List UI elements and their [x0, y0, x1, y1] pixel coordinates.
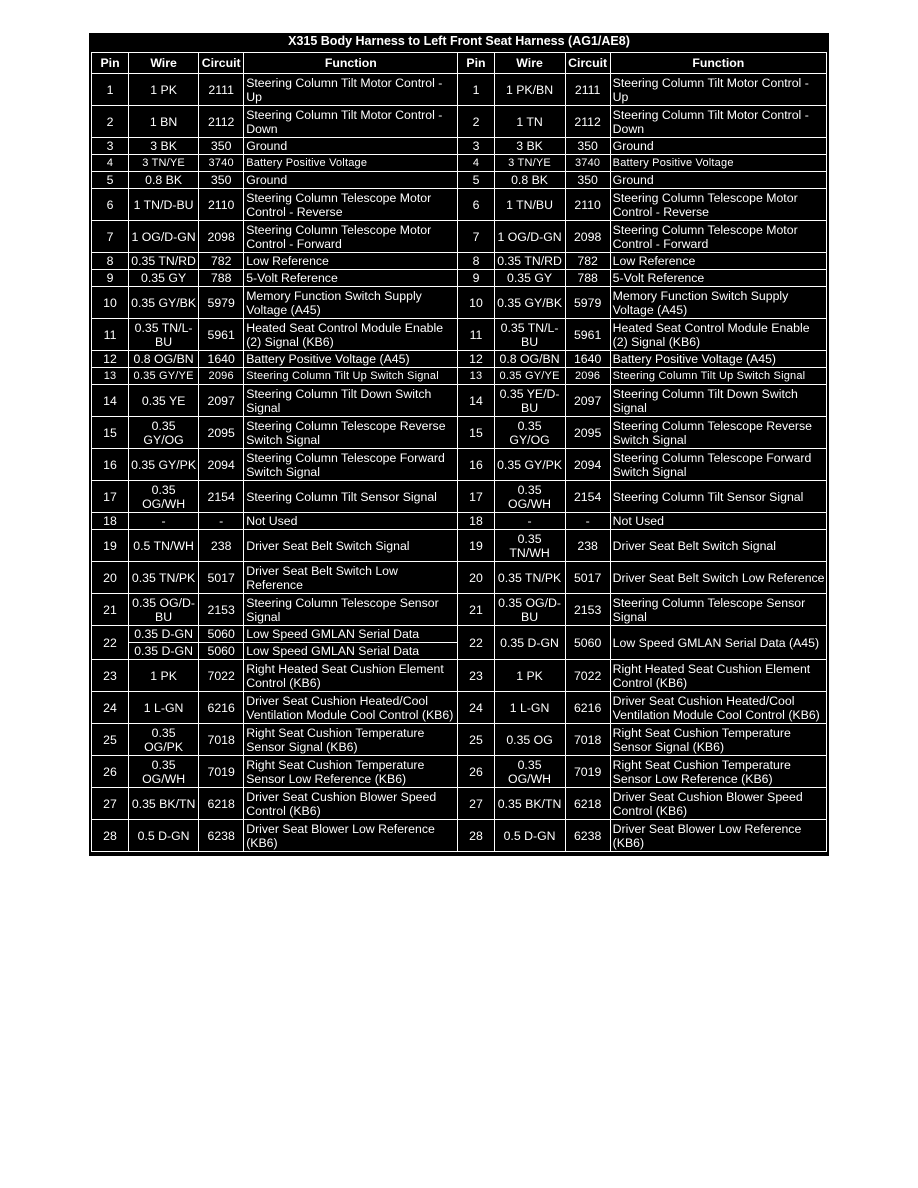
- pin-cell: 20: [92, 562, 129, 594]
- function-cell: Ground: [610, 172, 826, 189]
- circuit-cell: 3740: [565, 155, 610, 172]
- wire-cell: 0.8 OG/BN: [129, 351, 199, 368]
- table-row: [92, 155, 827, 172]
- table-row: [92, 287, 827, 319]
- wire-cell: 0.35 TN/PK: [129, 562, 199, 594]
- circuit-cell: 782: [565, 253, 610, 270]
- pin-cell: 25: [92, 724, 129, 756]
- circuit-cell: 5060: [565, 626, 610, 660]
- circuit-cell: 788: [199, 270, 244, 287]
- pin-cell: 22: [458, 626, 494, 660]
- pin-cell: 5: [92, 172, 129, 189]
- pin-cell: 11: [458, 319, 494, 351]
- wire-cell: 0.35 GY/PK: [494, 449, 565, 481]
- pin-cell: 17: [458, 481, 494, 513]
- function-cell: Driver Seat Cushion Heated/Cool Ventilation Module Cool Control (KB6): [610, 692, 826, 724]
- circuit-cell: 2095: [565, 417, 610, 449]
- pin-cell: 7: [458, 221, 494, 253]
- pin-cell: 25: [458, 724, 494, 756]
- pin-cell: 4: [92, 155, 129, 172]
- wire-cell: 1 TN/D-BU: [129, 189, 199, 221]
- pin-cell: 5: [458, 172, 494, 189]
- function-cell: Steering Column Telescope Forward Switch Signal: [610, 449, 826, 481]
- circuit-cell: 2097: [565, 385, 610, 417]
- wire-cell: 0.35 TN/RD: [129, 253, 199, 270]
- circuit-cell: 2110: [565, 189, 610, 221]
- wire-cell: 0.35 OG/D-BU: [494, 594, 565, 626]
- function-cell: Heated Seat Control Module Enable (2) Signal (KB6): [244, 319, 458, 351]
- pin-cell: 19: [458, 530, 494, 562]
- table-row: [92, 221, 827, 253]
- wire-cell: 0.35 OG: [494, 724, 565, 756]
- wire-cell: 0.5 TN/WH: [129, 530, 199, 562]
- function-cell: Not Used: [610, 513, 826, 530]
- wire-cell: 0.8 BK: [129, 172, 199, 189]
- function-cell: Ground: [244, 138, 458, 155]
- wire-cell: 0.35 OG/D-BU: [129, 594, 199, 626]
- circuit-cell: 238: [199, 530, 244, 562]
- table-row: [92, 368, 827, 385]
- header-row: [92, 53, 827, 74]
- header-wire: Wire: [129, 53, 199, 74]
- circuit-cell: 5979: [199, 287, 244, 319]
- circuit-cell: 350: [199, 172, 244, 189]
- wire-cell: 0.35 GY/PK: [129, 449, 199, 481]
- function-cell: Low Speed GMLAN Serial Data: [244, 643, 458, 660]
- table-row: [92, 562, 827, 594]
- circuit-cell: 6238: [199, 820, 244, 852]
- circuit-cell: -: [565, 513, 610, 530]
- wire-cell: 1 PK: [129, 660, 199, 692]
- function-cell: Driver Seat Blower Low Reference (KB6): [244, 820, 458, 852]
- table-row: [92, 756, 827, 788]
- circuit-cell: 2094: [565, 449, 610, 481]
- circuit-cell: 6218: [565, 788, 610, 820]
- wire-cell: 0.35 D-GN: [129, 626, 199, 643]
- function-cell: Low Speed GMLAN Serial Data (A45): [610, 626, 826, 660]
- table-row: [92, 270, 827, 287]
- wire-cell: 0.35 GY/BK: [129, 287, 199, 319]
- header-function: Function: [610, 53, 826, 74]
- function-cell: Steering Column Tilt Up Switch Signal: [610, 368, 826, 385]
- table-row: [92, 724, 827, 756]
- table-row: [92, 172, 827, 189]
- function-cell: Memory Function Switch Supply Voltage (A45): [610, 287, 826, 319]
- wire-cell: 3 BK: [494, 138, 565, 155]
- function-cell: Battery Positive Voltage: [244, 155, 458, 172]
- circuit-cell: 7022: [565, 660, 610, 692]
- header-wire: Wire: [494, 53, 565, 74]
- table-row: [92, 820, 827, 852]
- pin-cell: 18: [458, 513, 494, 530]
- pin-cell: 9: [92, 270, 129, 287]
- function-cell: Memory Function Switch Supply Voltage (A45): [244, 287, 458, 319]
- wire-cell: 0.35 BK/TN: [129, 788, 199, 820]
- pin-cell: 6: [92, 189, 129, 221]
- table-row: [92, 481, 827, 513]
- table-row: [92, 692, 827, 724]
- function-cell: Steering Column Telescope Motor Control - Reverse: [610, 189, 826, 221]
- circuit-cell: 2096: [199, 368, 244, 385]
- pin-cell: 3: [458, 138, 494, 155]
- function-cell: Steering Column Tilt Down Switch Signal: [244, 385, 458, 417]
- function-cell: Low Speed GMLAN Serial Data: [244, 626, 458, 643]
- table-row: [92, 513, 827, 530]
- function-cell: Not Used: [244, 513, 458, 530]
- wire-cell: 0.8 BK: [494, 172, 565, 189]
- circuit-cell: 7019: [199, 756, 244, 788]
- pin-cell: 24: [92, 692, 129, 724]
- function-cell: Driver Seat Cushion Blower Speed Control (KB6): [610, 788, 826, 820]
- table-row: [92, 594, 827, 626]
- pin-cell: 22: [92, 626, 129, 660]
- function-cell: Steering Column Telescope Motor Control - Forward: [610, 221, 826, 253]
- table-title: X315 Body Harness to Left Front Seat Harness (AG1/AE8): [288, 34, 630, 48]
- function-cell: Battery Positive Voltage (A45): [244, 351, 458, 368]
- function-cell: Steering Column Tilt Sensor Signal: [244, 481, 458, 513]
- circuit-cell: 2154: [565, 481, 610, 513]
- wire-cell: 0.5 D-GN: [494, 820, 565, 852]
- pin-cell: 15: [92, 417, 129, 449]
- function-cell: Driver Seat Blower Low Reference (KB6): [610, 820, 826, 852]
- circuit-cell: 2112: [199, 106, 244, 138]
- circuit-cell: 350: [565, 138, 610, 155]
- pin-cell: 13: [458, 368, 494, 385]
- pin-cell: 4: [458, 155, 494, 172]
- wire-cell: 0.35 OG/WH: [494, 481, 565, 513]
- wire-cell: 3 BK: [129, 138, 199, 155]
- circuit-cell: 5060: [199, 643, 244, 660]
- circuit-cell: 5961: [565, 319, 610, 351]
- function-cell: Low Reference: [244, 253, 458, 270]
- pin-cell: 10: [458, 287, 494, 319]
- function-cell: Right Seat Cushion Temperature Sensor Low Reference (KB6): [610, 756, 826, 788]
- function-cell: Right Seat Cushion Temperature Sensor Low Reference (KB6): [244, 756, 458, 788]
- pin-cell: 16: [92, 449, 129, 481]
- pin-cell: 11: [92, 319, 129, 351]
- pin-cell: 12: [458, 351, 494, 368]
- function-cell: Steering Column Tilt Up Switch Signal: [244, 368, 458, 385]
- function-cell: Ground: [610, 138, 826, 155]
- function-cell: Ground: [244, 172, 458, 189]
- wire-cell: 1 PK/BN: [494, 74, 565, 106]
- wire-cell: 1 OG/D-GN: [494, 221, 565, 253]
- circuit-cell: 5017: [199, 562, 244, 594]
- function-cell: Right Seat Cushion Temperature Sensor Signal (KB6): [244, 724, 458, 756]
- wire-cell: 0.35 YE: [129, 385, 199, 417]
- circuit-cell: 788: [565, 270, 610, 287]
- circuit-cell: 2095: [199, 417, 244, 449]
- circuit-cell: 2097: [199, 385, 244, 417]
- circuit-cell: 350: [565, 172, 610, 189]
- table-row: [92, 74, 827, 106]
- function-cell: Steering Column Telescope Sensor Signal: [610, 594, 826, 626]
- pin-cell: 10: [92, 287, 129, 319]
- circuit-cell: 2153: [199, 594, 244, 626]
- pin-cell: 23: [458, 660, 494, 692]
- wire-cell: 0.35 TN/RD: [494, 253, 565, 270]
- circuit-cell: 1640: [565, 351, 610, 368]
- wire-cell: 1 PK: [494, 660, 565, 692]
- pin-cell: 13: [92, 368, 129, 385]
- table-row: [92, 319, 827, 351]
- pin-cell: 28: [92, 820, 129, 852]
- pinout-table: [91, 52, 827, 852]
- pin-cell: 8: [458, 253, 494, 270]
- table-row: [92, 385, 827, 417]
- circuit-cell: 5017: [565, 562, 610, 594]
- table-row: [92, 660, 827, 692]
- wire-cell: 0.35 OG/WH: [129, 756, 199, 788]
- pin-cell: 20: [458, 562, 494, 594]
- function-cell: Right Heated Seat Cushion Element Control (KB6): [244, 660, 458, 692]
- wire-cell: -: [129, 513, 199, 530]
- wire-cell: 3 TN/YE: [494, 155, 565, 172]
- pin-cell: 1: [458, 74, 494, 106]
- function-cell: 5-Volt Reference: [610, 270, 826, 287]
- wire-cell: 3 TN/YE: [129, 155, 199, 172]
- circuit-cell: 2112: [565, 106, 610, 138]
- wire-cell: 1 TN: [494, 106, 565, 138]
- function-cell: Steering Column Telescope Motor Control - Reverse: [244, 189, 458, 221]
- circuit-cell: 6218: [199, 788, 244, 820]
- function-cell: Driver Seat Cushion Heated/Cool Ventilation Module Cool Control (KB6): [244, 692, 458, 724]
- function-cell: Right Heated Seat Cushion Element Control (KB6): [610, 660, 826, 692]
- pin-cell: 3: [92, 138, 129, 155]
- wire-cell: 0.35 GY/YE: [129, 368, 199, 385]
- pin-cell: 18: [92, 513, 129, 530]
- header-pin: Pin: [92, 53, 129, 74]
- circuit-cell: 2094: [199, 449, 244, 481]
- pin-cell: 14: [92, 385, 129, 417]
- function-cell: Low Reference: [610, 253, 826, 270]
- table-row: [92, 626, 827, 643]
- pin-cell: 28: [458, 820, 494, 852]
- wire-cell: 0.35 BK/TN: [494, 788, 565, 820]
- pin-cell: 26: [458, 756, 494, 788]
- function-cell: Steering Column Telescope Sensor Signal: [244, 594, 458, 626]
- table-row: [92, 189, 827, 221]
- header-function: Function: [244, 53, 458, 74]
- wire-cell: 1 L-GN: [494, 692, 565, 724]
- circuit-cell: 6238: [565, 820, 610, 852]
- pin-cell: 16: [458, 449, 494, 481]
- pin-cell: 26: [92, 756, 129, 788]
- wire-cell: 1 PK: [129, 74, 199, 106]
- wire-cell: 0.35 GY/YE: [494, 368, 565, 385]
- function-cell: Steering Column Telescope Forward Switch Signal: [244, 449, 458, 481]
- circuit-cell: 2110: [199, 189, 244, 221]
- pin-cell: 15: [458, 417, 494, 449]
- circuit-cell: 2153: [565, 594, 610, 626]
- wire-cell: 0.35 GY: [494, 270, 565, 287]
- function-cell: Driver Seat Cushion Blower Speed Control (KB6): [244, 788, 458, 820]
- circuit-cell: 6216: [199, 692, 244, 724]
- table-row: [92, 106, 827, 138]
- pin-cell: 27: [92, 788, 129, 820]
- header-pin: Pin: [458, 53, 494, 74]
- function-cell: Battery Positive Voltage: [610, 155, 826, 172]
- pin-cell: 17: [92, 481, 129, 513]
- function-cell: Driver Seat Belt Switch Signal: [244, 530, 458, 562]
- function-cell: Steering Column Tilt Motor Control - Up: [244, 74, 458, 106]
- circuit-cell: 7022: [199, 660, 244, 692]
- circuit-cell: 2111: [565, 74, 610, 106]
- pin-cell: 27: [458, 788, 494, 820]
- function-cell: Steering Column Tilt Sensor Signal: [610, 481, 826, 513]
- wire-cell: 0.35 GY/OG: [494, 417, 565, 449]
- wire-cell: 0.35 OG/PK: [129, 724, 199, 756]
- pin-cell: 7: [92, 221, 129, 253]
- function-cell: Steering Column Telescope Reverse Switch Signal: [244, 417, 458, 449]
- wire-cell: 0.35 TN/L-BU: [494, 319, 565, 351]
- circuit-cell: 3740: [199, 155, 244, 172]
- circuit-cell: 2096: [565, 368, 610, 385]
- function-cell: 5-Volt Reference: [244, 270, 458, 287]
- pin-cell: 24: [458, 692, 494, 724]
- circuit-cell: -: [199, 513, 244, 530]
- circuit-cell: 2098: [199, 221, 244, 253]
- function-cell: Steering Column Telescope Reverse Switch Signal: [610, 417, 826, 449]
- wire-cell: 0.35 GY/OG: [129, 417, 199, 449]
- function-cell: Steering Column Telescope Motor Control - Forward: [244, 221, 458, 253]
- wire-cell: -: [494, 513, 565, 530]
- table-row: [92, 788, 827, 820]
- circuit-cell: 5060: [199, 626, 244, 643]
- header-circuit: Circuit: [565, 53, 610, 74]
- function-cell: Right Seat Cushion Temperature Sensor Signal (KB6): [610, 724, 826, 756]
- circuit-cell: 350: [199, 138, 244, 155]
- pin-cell: 21: [458, 594, 494, 626]
- circuit-cell: 6216: [565, 692, 610, 724]
- wire-cell: 0.35 OG/WH: [494, 756, 565, 788]
- pin-cell: 12: [92, 351, 129, 368]
- table-row: [92, 138, 827, 155]
- wire-cell: 0.35 TN/L-BU: [129, 319, 199, 351]
- function-cell: Battery Positive Voltage (A45): [610, 351, 826, 368]
- function-cell: Steering Column Tilt Motor Control - Down: [244, 106, 458, 138]
- wire-cell: 1 L-GN: [129, 692, 199, 724]
- wire-cell: 0.35 TN/PK: [494, 562, 565, 594]
- circuit-cell: 2098: [565, 221, 610, 253]
- pin-cell: 2: [458, 106, 494, 138]
- wire-cell: 0.35 GY/BK: [494, 287, 565, 319]
- wire-cell: 1 TN/BU: [494, 189, 565, 221]
- wire-cell: 0.35 TN/WH: [494, 530, 565, 562]
- table-row: [92, 449, 827, 481]
- table-row: [92, 253, 827, 270]
- function-cell: Steering Column Tilt Motor Control - Up: [610, 74, 826, 106]
- circuit-cell: 7018: [199, 724, 244, 756]
- pin-cell: 14: [458, 385, 494, 417]
- circuit-cell: 2111: [199, 74, 244, 106]
- wire-cell: 0.35 OG/WH: [129, 481, 199, 513]
- pin-cell: 21: [92, 594, 129, 626]
- table-row: [92, 351, 827, 368]
- table-row: [92, 530, 827, 562]
- wire-cell: 1 BN: [129, 106, 199, 138]
- circuit-cell: 2154: [199, 481, 244, 513]
- circuit-cell: 238: [565, 530, 610, 562]
- function-cell: Steering Column Tilt Motor Control - Down: [610, 106, 826, 138]
- wire-cell: 0.8 OG/BN: [494, 351, 565, 368]
- function-cell: Driver Seat Belt Switch Low Reference: [244, 562, 458, 594]
- wire-cell: 0.5 D-GN: [129, 820, 199, 852]
- function-cell: Steering Column Tilt Down Switch Signal: [610, 385, 826, 417]
- wire-cell: 0.35 D-GN: [494, 626, 565, 660]
- header-circuit: Circuit: [199, 53, 244, 74]
- circuit-cell: 782: [199, 253, 244, 270]
- circuit-cell: 5979: [565, 287, 610, 319]
- harness-connector-table: [89, 33, 829, 856]
- circuit-cell: 7019: [565, 756, 610, 788]
- wire-cell: 1 OG/D-GN: [129, 221, 199, 253]
- table-row: [92, 417, 827, 449]
- pin-cell: 2: [92, 106, 129, 138]
- circuit-cell: 1640: [199, 351, 244, 368]
- circuit-cell: 7018: [565, 724, 610, 756]
- pin-cell: 6: [458, 189, 494, 221]
- circuit-cell: 5961: [199, 319, 244, 351]
- pin-cell: 8: [92, 253, 129, 270]
- function-cell: Heated Seat Control Module Enable (2) Signal (KB6): [610, 319, 826, 351]
- pin-cell: 19: [92, 530, 129, 562]
- pin-cell: 1: [92, 74, 129, 106]
- function-cell: Driver Seat Belt Switch Signal: [610, 530, 826, 562]
- wire-cell: 0.35 GY: [129, 270, 199, 287]
- pin-cell: 23: [92, 660, 129, 692]
- wire-cell: 0.35 YE/D-BU: [494, 385, 565, 417]
- pin-cell: 9: [458, 270, 494, 287]
- wire-cell: 0.35 D-GN: [129, 643, 199, 660]
- function-cell: Driver Seat Belt Switch Low Reference: [610, 562, 826, 594]
